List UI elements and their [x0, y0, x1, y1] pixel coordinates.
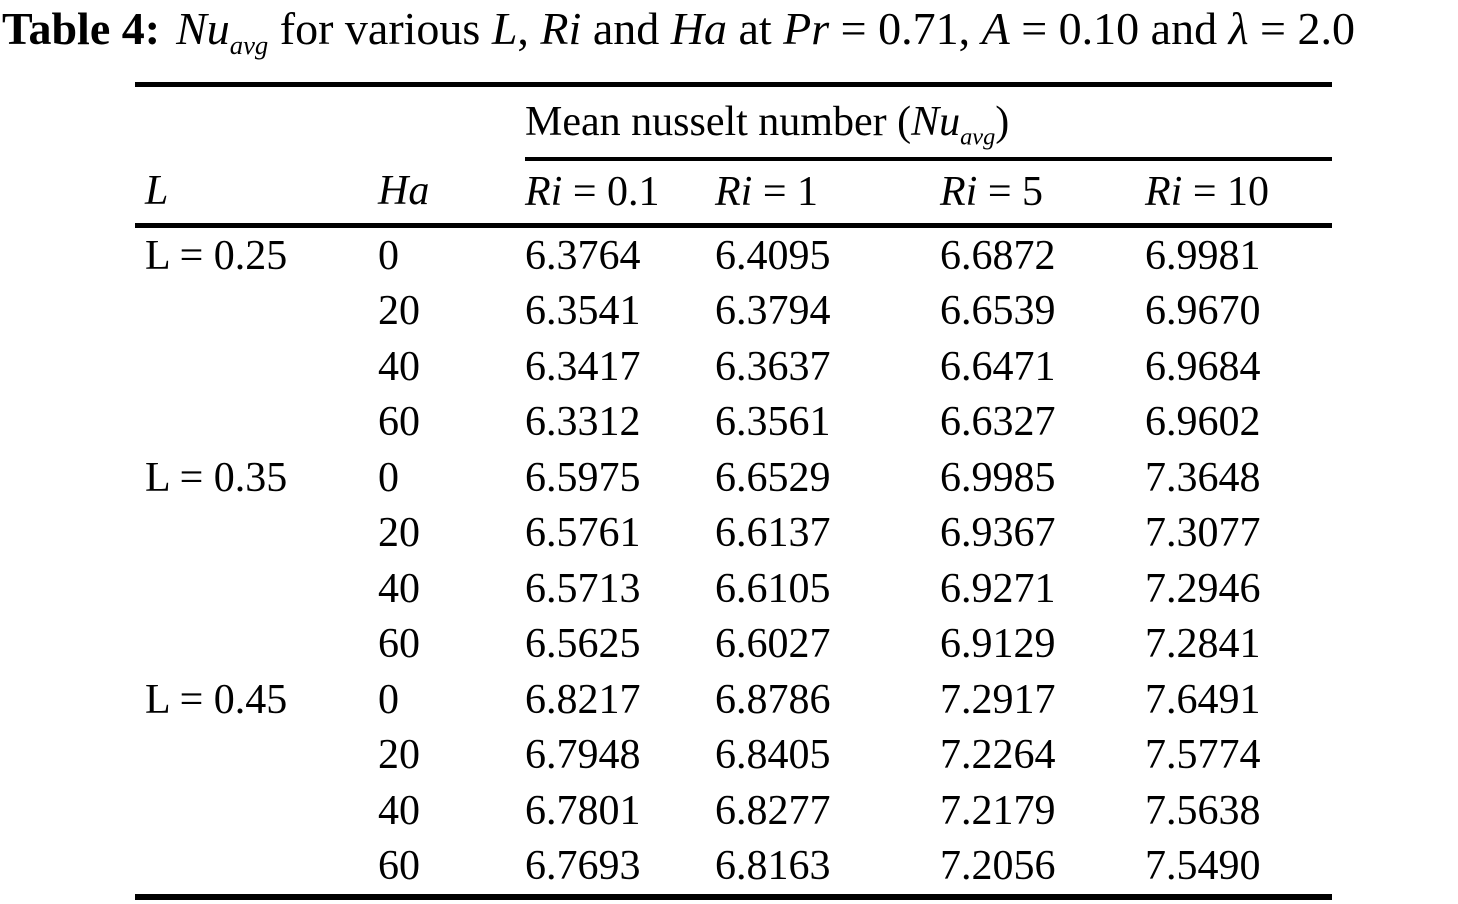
- cell-ri1: 6.6105: [715, 565, 831, 612]
- cell-group: [135, 617, 375, 673]
- cell-ha: 0: [378, 454, 399, 501]
- cell-ri01: 6.3312: [525, 399, 641, 446]
- cell-ri10: 7.5638: [1145, 787, 1261, 834]
- cell-ri01: 6.5761: [525, 510, 641, 557]
- caption-segment: = 2.0: [1248, 3, 1355, 54]
- cell-ha: 0: [378, 232, 399, 279]
- col-header-ri1: [715, 159, 940, 226]
- col-header-ri01-rest: = 0.1: [562, 169, 660, 215]
- cell-ri5: 6.9985: [940, 454, 1056, 501]
- cell-ri10: 7.2841: [1145, 621, 1261, 668]
- span-header-spacer: [135, 85, 525, 160]
- cell-ha: 20: [378, 732, 420, 779]
- cell-ri5: 7.2917: [940, 676, 1056, 723]
- cell-ri5: 6.6539: [940, 288, 1056, 335]
- cell-ri01: 6.8217: [525, 676, 641, 723]
- cell-ri1: 6.3561: [715, 399, 831, 446]
- cell-ha: 20: [378, 510, 420, 557]
- cell-group: L = 0.45: [145, 676, 288, 723]
- cell-ha: 0: [378, 676, 399, 723]
- caption-segment: = 0.10 and: [1009, 3, 1229, 54]
- cell-ri1: 6.8163: [715, 843, 831, 890]
- cell-ri5: 6.6872: [940, 232, 1056, 279]
- caption-segment: at: [726, 3, 784, 54]
- col-header-ri5-var: Ri: [940, 169, 978, 215]
- span-header-subscript: avg: [960, 123, 996, 151]
- cell-ri5: 6.6327: [940, 399, 1056, 446]
- caption-segment: Nu: [176, 3, 230, 54]
- table-row: [135, 395, 1332, 451]
- cell-group: [135, 506, 375, 562]
- cell-ri5: 6.9367: [940, 510, 1056, 557]
- cell-ri10: 6.9981: [1145, 232, 1261, 279]
- col-header-ri01: [525, 159, 715, 226]
- cell-ri1: 6.6027: [715, 621, 831, 668]
- col-header-ri5-rest: = 5: [977, 169, 1044, 215]
- caption-subscript: avg: [229, 30, 269, 61]
- cell-group: L = 0.25: [145, 232, 288, 279]
- caption-segment: and: [581, 3, 671, 54]
- cell-ri1: 6.8405: [715, 732, 831, 779]
- table-row: [135, 226, 1332, 284]
- cell-ri01: 6.3541: [525, 288, 641, 335]
- cell-ri01: 6.7948: [525, 732, 641, 779]
- cell-ri01: 6.5625: [525, 621, 641, 668]
- table-caption: [2, 3, 1355, 61]
- cell-ha: 40: [378, 343, 420, 390]
- cell-ri01: 6.3764: [525, 232, 641, 279]
- table-row: [135, 728, 1332, 784]
- span-header-close: ): [995, 99, 1010, 145]
- col-header-ri10: [1145, 159, 1332, 226]
- cell-ri01: 6.7693: [525, 843, 641, 890]
- col-header-ri5: [940, 159, 1145, 226]
- cell-ri01: 6.5713: [525, 565, 641, 612]
- col-header-ha: [375, 159, 525, 226]
- cell-ri1: 6.6529: [715, 454, 831, 501]
- cell-ha: 60: [378, 621, 420, 668]
- cell-ri1: 6.4095: [715, 232, 831, 279]
- col-header-ri01-var: Ri: [525, 169, 563, 215]
- cell-ha: 60: [378, 399, 420, 446]
- cell-group: [135, 561, 375, 617]
- cell-group: [135, 728, 375, 784]
- cell-ri10: 6.9602: [1145, 399, 1261, 446]
- col-header-l-var: L: [145, 168, 169, 214]
- caption-segment: ,: [517, 3, 541, 54]
- cell-ri10: 6.9684: [1145, 343, 1261, 390]
- nusselt-table: [135, 82, 1332, 900]
- col-header-ri10-var: Ri: [1145, 169, 1183, 215]
- cell-ri10: 6.9670: [1145, 288, 1261, 335]
- caption-segment: Ha: [670, 3, 727, 54]
- caption-segment: A: [981, 3, 1010, 54]
- col-header-l: [135, 159, 375, 226]
- cell-ri5: 6.9129: [940, 621, 1056, 668]
- table-row: [135, 672, 1332, 728]
- caption-segment: L: [491, 3, 518, 54]
- caption-segment: for various: [268, 3, 492, 54]
- cell-ri10: 7.5774: [1145, 732, 1261, 779]
- column-header-row: [135, 159, 1332, 226]
- caption-segment: Pr: [783, 3, 830, 54]
- cell-group: [135, 395, 375, 451]
- cell-ha: 40: [378, 787, 420, 834]
- cell-ha: 20: [378, 288, 420, 335]
- cell-group: [135, 839, 375, 898]
- cell-ri5: 6.6471: [940, 343, 1056, 390]
- table-row: [135, 839, 1332, 898]
- table-row: [135, 506, 1332, 562]
- cell-ri01: 6.3417: [525, 343, 641, 390]
- table-row: [135, 284, 1332, 340]
- caption-segment: Ri: [540, 3, 582, 54]
- cell-ri10: 7.3077: [1145, 510, 1261, 557]
- cell-ri1: 6.3794: [715, 288, 831, 335]
- cell-ri10: 7.3648: [1145, 454, 1261, 501]
- cell-ri5: 7.2179: [940, 787, 1056, 834]
- table-row: [135, 783, 1332, 839]
- cell-ha: 60: [378, 843, 420, 890]
- cell-ri01: 6.7801: [525, 787, 641, 834]
- cell-ha: 40: [378, 565, 420, 612]
- cell-ri10: 7.6491: [1145, 676, 1261, 723]
- cell-group: [135, 783, 375, 839]
- cell-group: [135, 284, 375, 340]
- table-row: [135, 561, 1332, 617]
- cell-ri10: 7.2946: [1145, 565, 1261, 612]
- table-row: [135, 450, 1332, 506]
- col-header-ri1-rest: = 1: [752, 169, 819, 215]
- span-header-var: Nu: [911, 99, 961, 145]
- cell-ri5: 6.9271: [940, 565, 1056, 612]
- cell-ri01: 6.5975: [525, 454, 641, 501]
- span-header-text: Mean nusselt number (: [525, 99, 912, 145]
- col-header-ri10-rest: = 10: [1182, 169, 1270, 215]
- table-row: [135, 339, 1332, 395]
- cell-group: L = 0.35: [145, 454, 288, 501]
- col-header-ri1-var: Ri: [715, 169, 753, 215]
- cell-ri1: 6.8277: [715, 787, 831, 834]
- cell-ri1: 6.6137: [715, 510, 831, 557]
- col-header-ha-var: Ha: [378, 168, 430, 214]
- span-header-row: [135, 85, 1332, 160]
- cell-ri5: 7.2056: [940, 843, 1056, 890]
- table-row: [135, 617, 1332, 673]
- cell-group: [135, 339, 375, 395]
- cell-ri5: 7.2264: [940, 732, 1056, 779]
- span-header: [525, 85, 1332, 160]
- caption-segment: = 0.71,: [829, 3, 982, 54]
- caption-segment: λ: [1228, 3, 1249, 54]
- cell-ri10: 7.5490: [1145, 843, 1261, 890]
- caption-label: Table 4:: [2, 3, 161, 54]
- cell-ri1: 6.8786: [715, 676, 831, 723]
- cell-ri1: 6.3637: [715, 343, 831, 390]
